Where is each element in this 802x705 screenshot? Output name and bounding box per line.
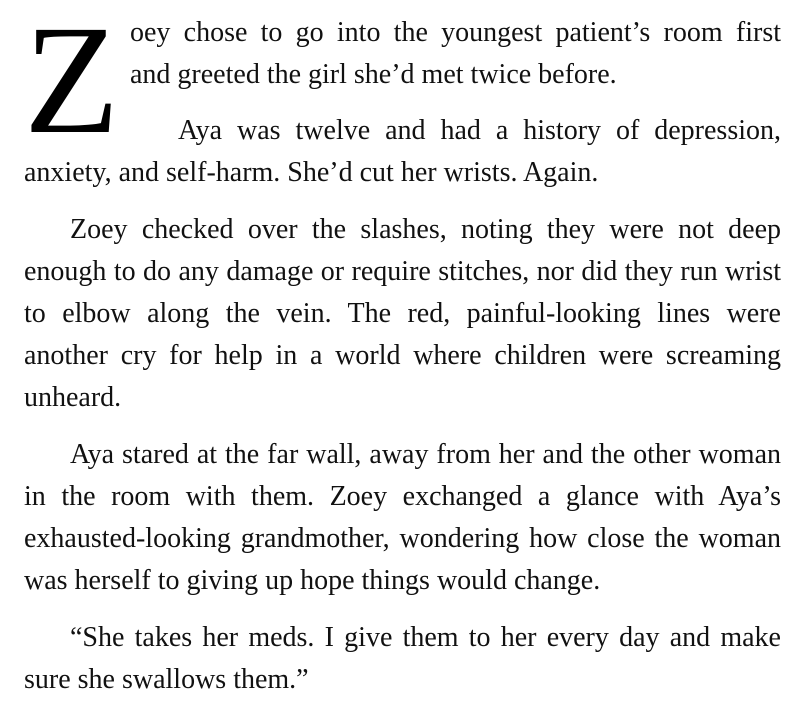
paragraph-1-line-1: oey chose to go into the youngest patient’s room first bbox=[130, 17, 781, 48]
paragraph-1-line-2: and greeted the girl she’d met twice before. bbox=[130, 59, 617, 90]
paragraph-aya-history: Aya was twelve and had a history of depression, anxiety, and self-harm. She’d cut her wrists. Again. bbox=[24, 115, 781, 188]
paragraph-slashes: Zoey checked over the slashes, noting they were not deep enough to do any damage or require stitches, nor did they run wrist to elbow along the vein. The red, painful-looking lines were another cry for help in a world where children were screaming unheard. bbox=[24, 214, 781, 413]
drop-cap-letter: Z bbox=[24, 0, 120, 166]
paragraph-dialogue: “She takes her meds. I give them to her every day and make sure she swallows them.” bbox=[24, 622, 781, 695]
paragraph-grandmother: Aya stared at the far wall, away from her and the other woman in the room with them. Zoey exchanged a glance with Aya’s exhausted-looking grandmother, wondering how close the woman was herself to giving up hope things would change. bbox=[24, 439, 781, 596]
